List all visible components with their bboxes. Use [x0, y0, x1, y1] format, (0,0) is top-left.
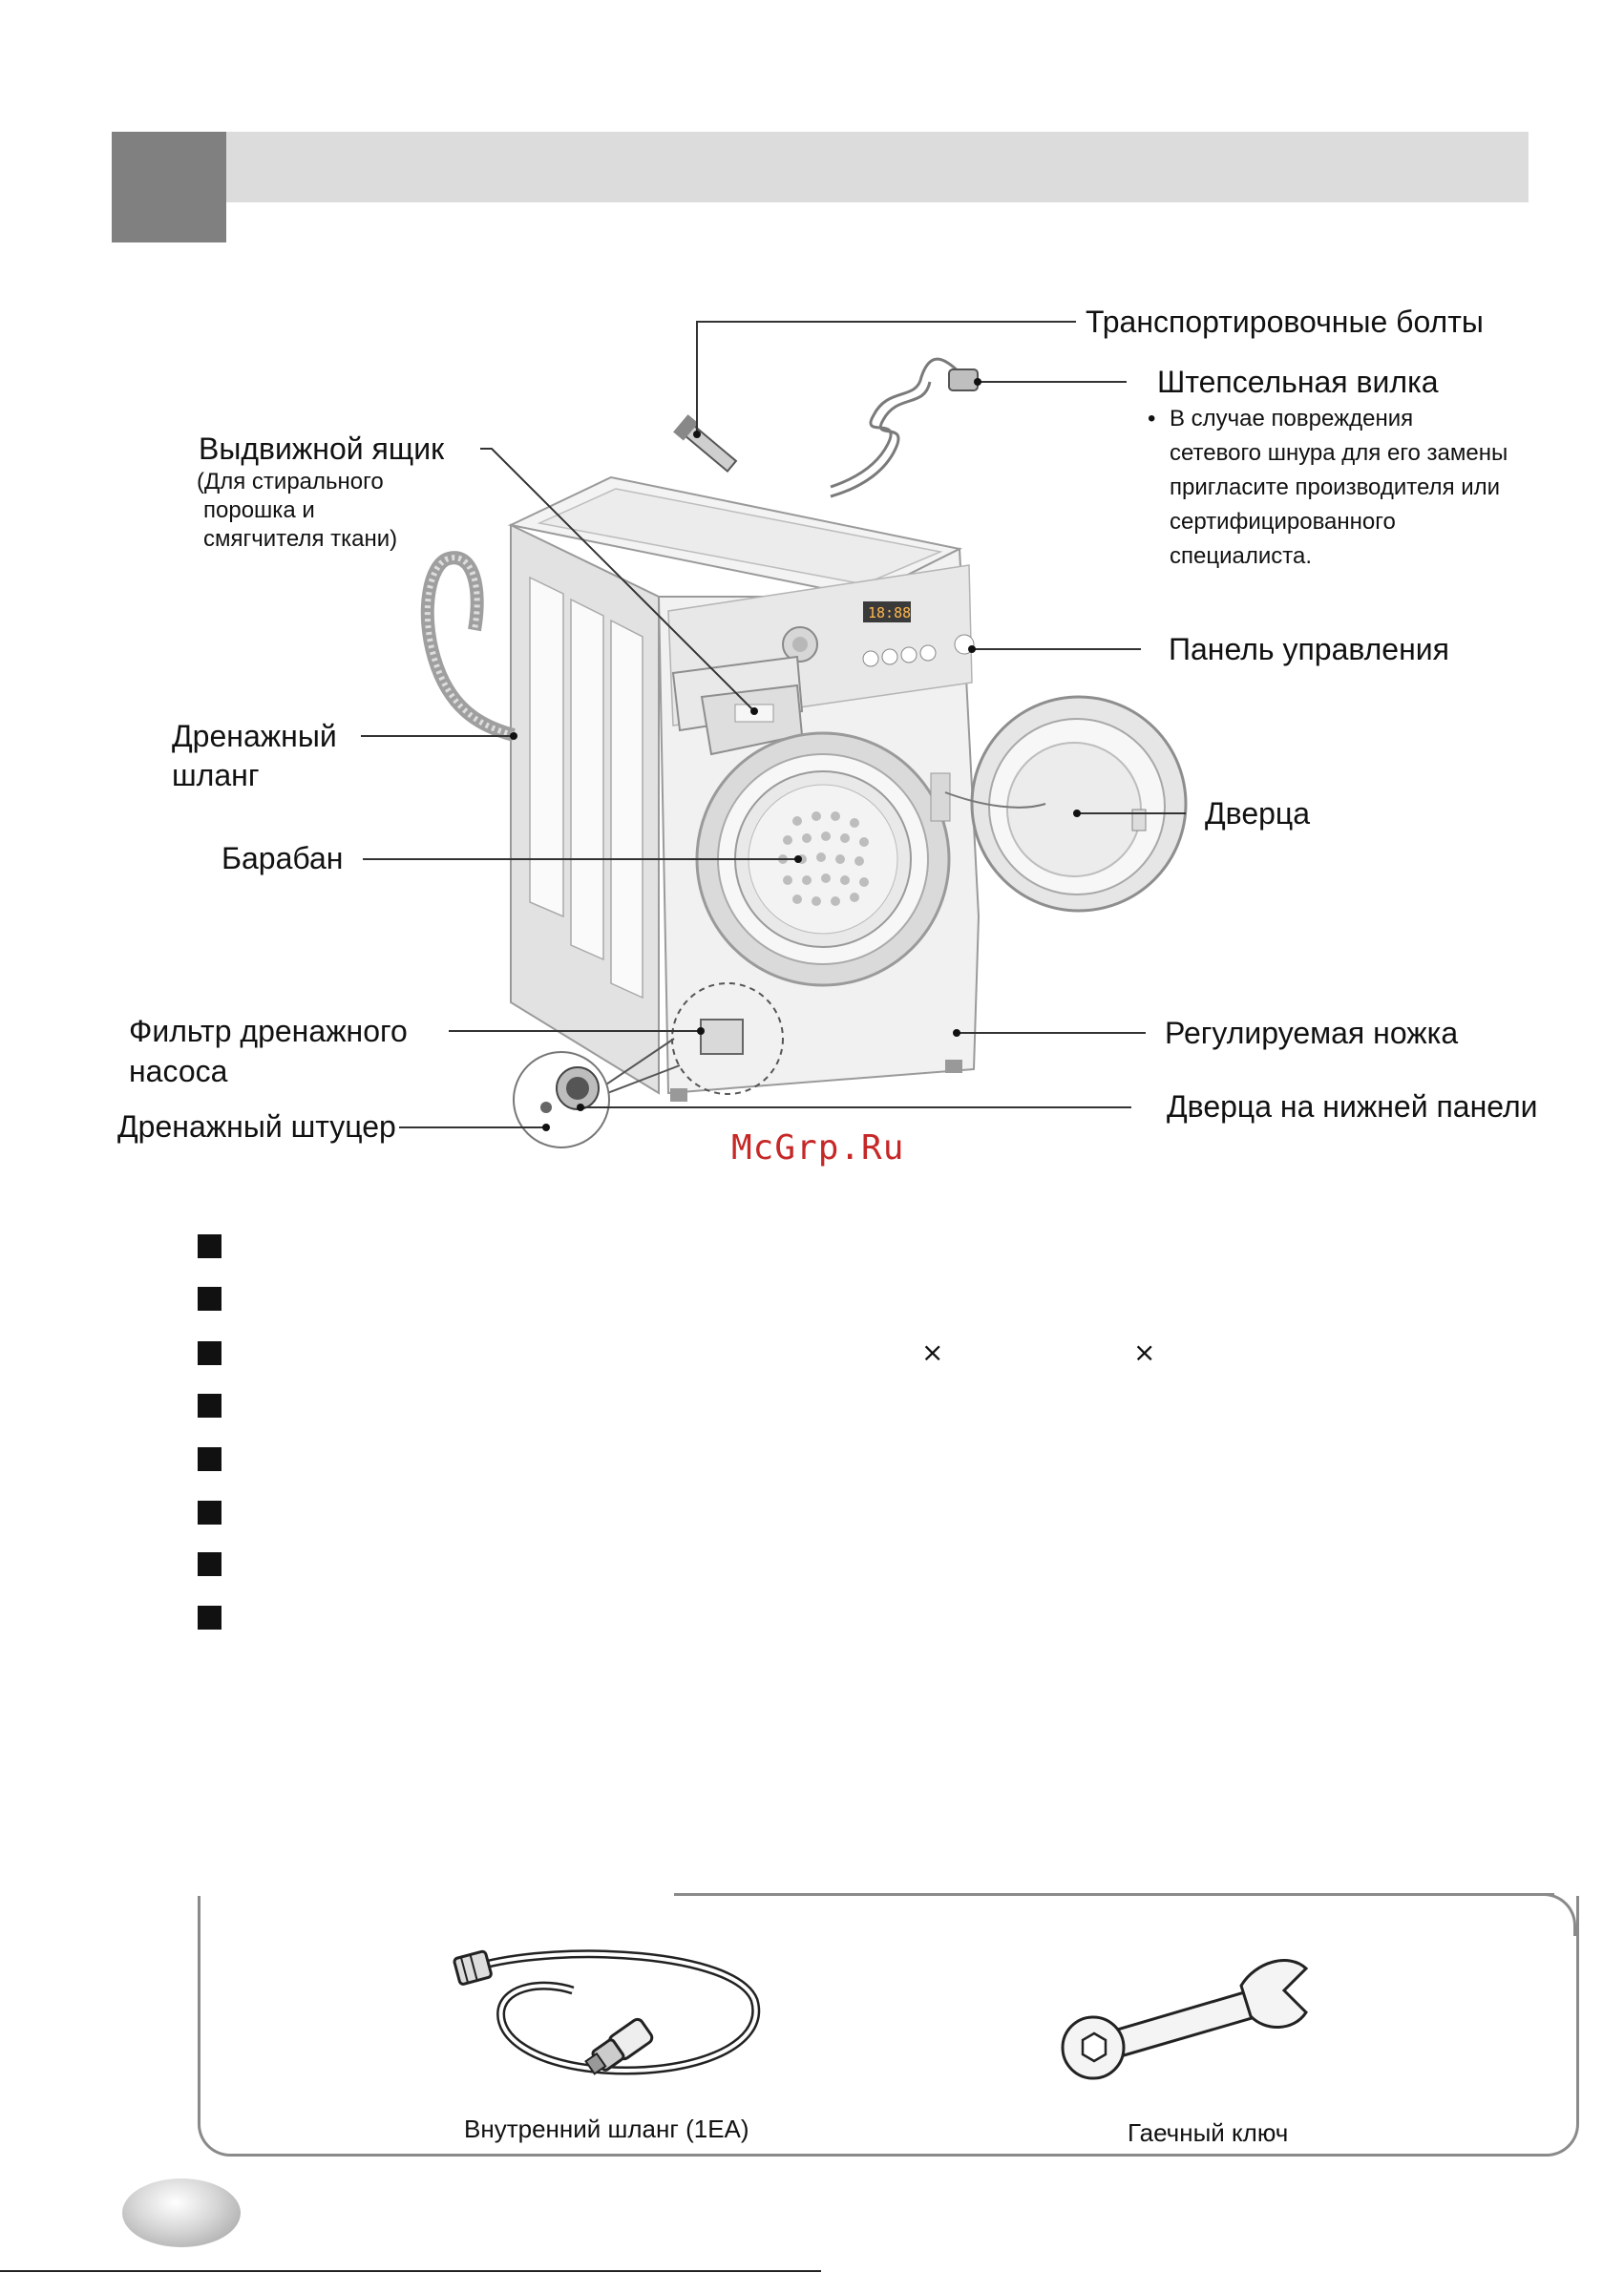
spec-row-bullet [198, 1394, 221, 1418]
page-number-tab [122, 2178, 241, 2247]
label-drain-hose-line-2: шланг [172, 758, 260, 792]
plug-note-line-4: сертифицированного [1170, 509, 1396, 535]
washing-machine-illustration [428, 359, 1186, 1147]
spanner-icon [1050, 1947, 1318, 2081]
plug-note-line-3: пригласите производителя или [1170, 474, 1501, 500]
svg-text:18:88: 18:88 [868, 604, 912, 621]
dimension-times-sign: × [1133, 1336, 1156, 1368]
label-pump-filter-line-2: насоса [129, 1054, 228, 1088]
label-drawer: Выдвижной ящик [199, 431, 445, 466]
label-adjustable-foot: Регулируемая ножка [1165, 1016, 1459, 1050]
label-transport-bolts: Транспортировочные болты [1086, 305, 1484, 339]
label-control-panel: Панель управления [1169, 632, 1449, 666]
plug-note-line-2: сетевого шнура для его замены [1170, 440, 1508, 466]
spec-row-bullet [198, 1606, 221, 1630]
note-bullet: • [1148, 406, 1156, 431]
spec-row-bullet [198, 1234, 221, 1258]
label-power-plug: Штепсельная вилка [1157, 365, 1439, 399]
label-drain-plug: Дренажный штуцер [117, 1109, 396, 1144]
drawer-note-line-1: (Для стирального [197, 469, 384, 495]
spec-row-bullet [198, 1447, 221, 1471]
spec-row-bullet [198, 1341, 221, 1365]
plug-note-line-1: В случае повреждения [1170, 406, 1414, 431]
bottom-rule [0, 2270, 821, 2272]
label-door: Дверца [1205, 796, 1311, 831]
accessory-label-inlet-hose: Внутренний шланг (1EA) [464, 2115, 749, 2143]
inlet-hose-icon [449, 1947, 773, 2110]
dimension-times-sign: × [921, 1336, 944, 1368]
accessory-label-spanner: Гаечный ключ [1128, 2118, 1289, 2147]
drawer-note-line-3: смягчителя ткани) [203, 526, 398, 552]
spec-row-bullet [198, 1287, 221, 1311]
drawer-note-line-2: порошка и [203, 497, 315, 523]
spec-row-bullet [198, 1552, 221, 1576]
label-drain-hose-line-1: Дренажный [172, 719, 337, 753]
plug-note-line-5: специалиста. [1170, 543, 1312, 569]
accessories-frame-top [674, 1893, 1554, 1896]
label-drum: Барабан [221, 841, 344, 875]
watermark: McGrp.Ru [731, 1128, 905, 1168]
label-pump-filter-line-1: Фильтр дренажного [129, 1014, 408, 1048]
spec-row-bullet [198, 1501, 221, 1525]
label-lower-panel-door: Дверца на нижней панели [1167, 1089, 1538, 1124]
accessories-frame [198, 1896, 1579, 2157]
